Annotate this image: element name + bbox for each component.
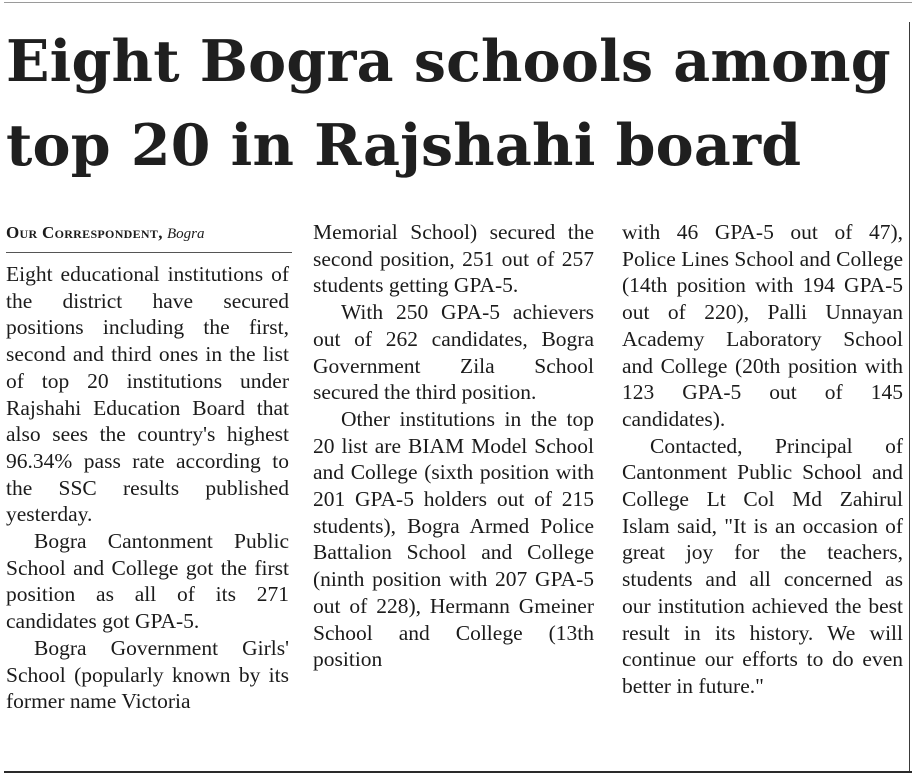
top-border-rule	[4, 2, 912, 3]
headline-line-2: top 20 in Rajshahi board	[6, 112, 802, 179]
paragraph: Other institutions in the top 20 list are BIAM Model School and College (sixth position with 201 GPA-5 holders out of 215 students), Bogra Armed Police Battalion School and College (ninth position with 207 GPA-5 out of 228), Hermann Gmeiner School and College (13th position	[313, 406, 594, 672]
paragraph: Bogra Government Girls' School (popularly known by its former name Victoria	[6, 635, 289, 714]
paragraph: Memorial School) secured the second position, 251 out of 257 students getting GPA-5.	[313, 220, 594, 298]
byline-author: Our Correspondent,	[6, 223, 163, 242]
headline-line-1: Eight Bogra schools among	[6, 28, 891, 95]
byline-location: Bogra	[167, 226, 205, 242]
paragraph: Bogra Cantonment Public School and College got the first position as all of its 271 candidates got GPA-5.	[6, 529, 289, 634]
headline	[6, 20, 906, 188]
byline	[6, 222, 296, 244]
article-column-3	[622, 219, 903, 700]
paragraph: Contacted, Principal of Cantonment Public School and College Lt Col Md Zahirul Islam said, "It is an occasion of great joy for the teachers, students and all concerned as our institution achieved the best result in its history. We will continue our efforts to do even better in future."	[622, 433, 903, 698]
paragraph: with 46 GPA-5 out of 47), Police Lines School and College (14th position with 194 GPA-5 out of 220), Palli Unnayan Academy Laboratory School and College (20th position with 123 GPA-5 out of 145 candidates).	[622, 220, 903, 431]
right-border-rule	[909, 22, 910, 771]
bottom-border-rule	[4, 771, 912, 773]
article-column-1	[6, 261, 289, 715]
byline-divider	[6, 252, 292, 253]
article-column-2	[313, 219, 594, 673]
paragraph: With 250 GPA-5 achievers out of 262 candidates, Bogra Government Zila School secured the third position.	[313, 300, 594, 405]
paragraph: Eight educational institutions of the district have secured positions including the first, second and third ones in the list of top 20 institutions under Rajshahi Education Board that also sees the country's highest 96.34% pass rate according to the SSC results published yesterday.	[6, 262, 289, 527]
